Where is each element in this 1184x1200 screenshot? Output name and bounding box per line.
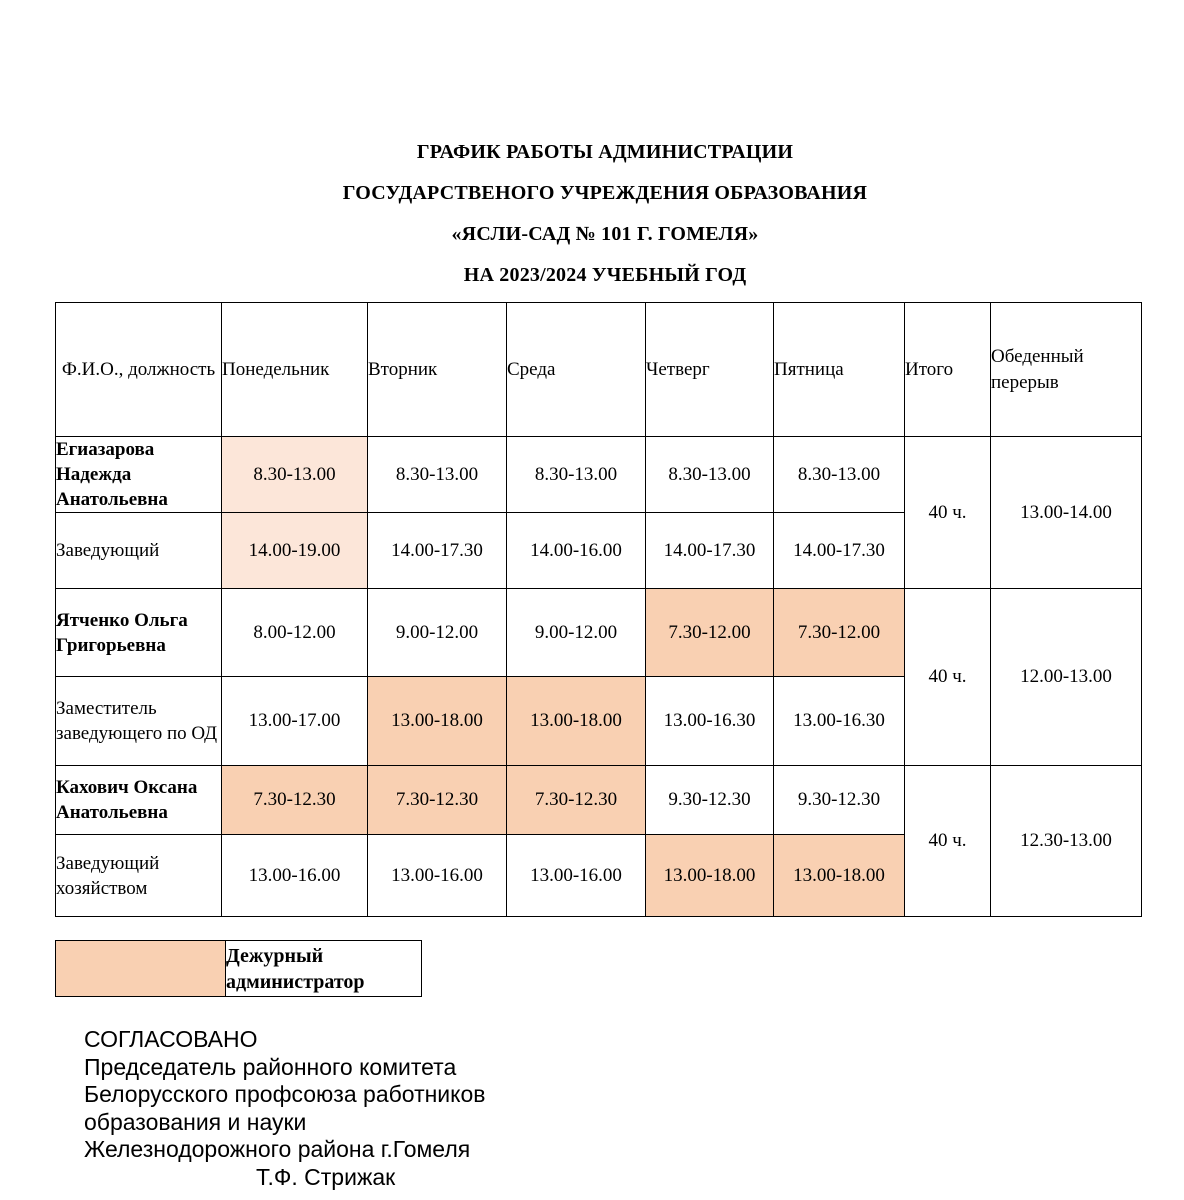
time-cell: 7.30-12.30	[507, 766, 646, 835]
time-cell: 8.30-13.00	[507, 437, 646, 513]
person-name: Егиазарова Надежда Анатольевна	[56, 437, 222, 513]
time-cell: 9.30-12.30	[774, 766, 905, 835]
document-title-line-3: «ЯСЛИ-САД № 101 Г. ГОМЕЛЯ»	[451, 223, 759, 245]
time-cell: 13.00-16.00	[368, 835, 507, 917]
approval-heading: СОГЛАСОВАНО	[84, 1026, 258, 1052]
time-cell: 13.00-16.30	[646, 677, 774, 766]
document-title-line-2: ГОСУДАРСТВЕНОГО УЧРЕЖДЕНИЯ ОБРАЗОВАНИЯ	[342, 182, 868, 204]
time-cell: 9.00-12.00	[368, 589, 507, 677]
approval-line: Белорусского профсоюза работников	[84, 1081, 486, 1107]
approval-line: Железнодорожного района г.Гомеля	[84, 1136, 471, 1162]
person-position: Заместитель заведующего по ОД	[56, 677, 222, 766]
approval-line: Председатель районного комитета	[84, 1053, 457, 1080]
lunch-break: 13.00-14.00	[991, 437, 1142, 589]
table-row	[56, 766, 1142, 835]
header-row	[56, 303, 1142, 437]
time-cell: 8.00-12.00	[222, 589, 368, 677]
legend-table	[55, 940, 422, 997]
column-header-tuesday: Вторник	[368, 303, 507, 437]
document-title-line-4: НА 2023/2024 УЧЕБНЫЙ ГОД	[463, 264, 747, 286]
document-title-line-1: ГРАФИК РАБОТЫ АДМИНИСТРАЦИИ	[416, 141, 794, 163]
table-row	[56, 589, 1142, 677]
column-header-fio: Ф.И.О., должность	[56, 303, 222, 437]
person-position: Заведующий хозяйством	[56, 835, 222, 917]
time-cell: 7.30-12.30	[222, 766, 368, 835]
column-header-wednesday: Среда	[507, 303, 646, 437]
time-cell: 7.30-12.30	[368, 766, 507, 835]
time-cell: 13.00-18.00	[774, 835, 905, 917]
time-cell: 7.30-12.00	[646, 589, 774, 677]
column-header-total: Итого	[905, 303, 991, 437]
time-cell: 13.00-18.00	[646, 835, 774, 917]
legend-label: Дежурный администратор	[226, 941, 422, 997]
time-cell: 14.00-17.30	[646, 513, 774, 589]
time-cell: 8.30-13.00	[774, 437, 905, 513]
person-name: Кахович Оксана Анатольевна	[56, 766, 222, 835]
time-cell: 8.30-13.00	[646, 437, 774, 513]
total-hours: 40 ч.	[905, 437, 991, 589]
lunch-break: 12.30-13.00	[991, 766, 1142, 917]
time-cell: 14.00-16.00	[507, 513, 646, 589]
time-cell: 8.30-13.00	[222, 437, 368, 513]
time-cell: 14.00-19.00	[222, 513, 368, 589]
lunch-break: 12.00-13.00	[991, 589, 1142, 766]
time-cell: 8.30-13.00	[368, 437, 507, 513]
time-cell: 14.00-17.30	[774, 513, 905, 589]
approval-signer: Т.Ф. Стрижак	[256, 1163, 396, 1190]
time-cell: 13.00-18.00	[507, 677, 646, 766]
time-cell: 13.00-17.00	[222, 677, 368, 766]
time-cell: 14.00-17.30	[368, 513, 507, 589]
total-hours: 40 ч.	[905, 766, 991, 917]
time-cell: 13.00-16.30	[774, 677, 905, 766]
time-cell: 9.00-12.00	[507, 589, 646, 677]
total-hours: 40 ч.	[905, 589, 991, 766]
approval-block	[84, 1026, 486, 1191]
column-header-thursday: Четверг	[646, 303, 774, 437]
duty-color-swatch	[56, 941, 226, 997]
column-header-lunch: Обеденный перерыв	[991, 303, 1142, 437]
approval-line: образования и науки	[84, 1108, 307, 1135]
person-name: Ятченко Ольга Григорьевна	[56, 589, 222, 677]
column-header-friday: Пятница	[774, 303, 905, 437]
person-position: Заведующий	[56, 513, 222, 589]
time-cell: 7.30-12.00	[774, 589, 905, 677]
table-row	[56, 437, 1142, 513]
time-cell: 13.00-16.00	[222, 835, 368, 917]
time-cell: 9.30-12.30	[646, 766, 774, 835]
column-header-monday: Понедельник	[222, 303, 368, 437]
schedule-table	[55, 302, 1142, 917]
time-cell: 13.00-18.00	[368, 677, 507, 766]
time-cell: 13.00-16.00	[507, 835, 646, 917]
